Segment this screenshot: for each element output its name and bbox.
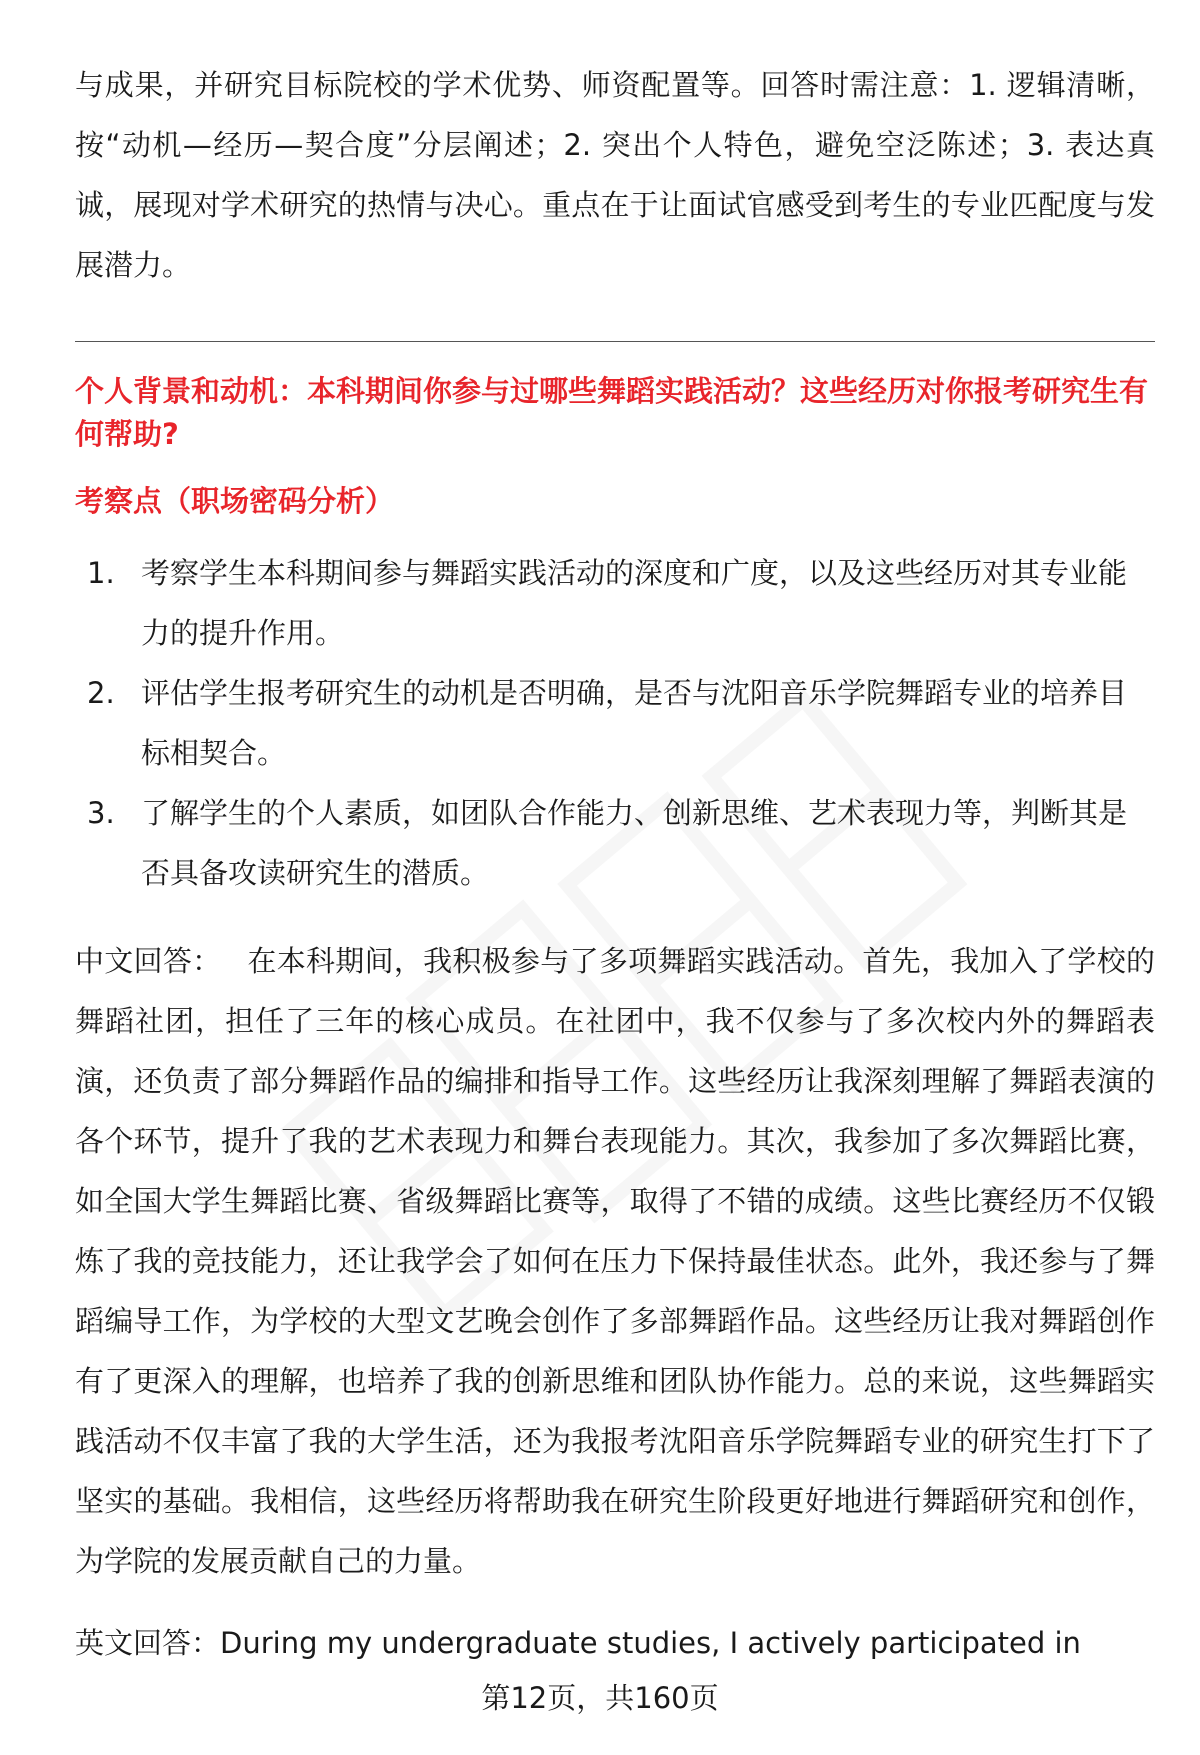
section-title: 考察点（职场密码分析） (75, 484, 395, 518)
assessment-points-list (75, 543, 1155, 903)
list-item (87, 543, 1155, 663)
chinese-answer (75, 931, 1155, 1591)
list-item (87, 663, 1155, 783)
english-answer-label: 英文回答： (75, 1626, 221, 1660)
chinese-answer-text: 在本科期间，我积极参与了多项舞蹈实践活动。首先，我加入了学校的舞蹈社团，担任了三年的核心成员。在社团中，我不仅参与了多次校内外的舞蹈表演，还负责了部分舞蹈作品的编排和指导工作。这些经历让我深刻理解了舞蹈表演的各个环节，提升了我的艺术表现力和舞台表现能力。其次，我参加了多次舞蹈比赛，如全国大学生舞蹈比赛、省级舞蹈比赛等，取得了不错的成绩。这些比赛经历不仅锻炼了我的竞技能力，还让我学会了如何在压力下保持最佳状态。此外，我还参与了舞蹈编导工作，为学校的大型文艺晚会创作了多部舞蹈作品。这些经历让我对舞蹈创作有了更深入的理解，也培养了我的创新思维和团队协作能力。总的来说，这些舞蹈实践活动不仅丰富了我的大学生活，还为我报考沈阳音乐学院舞蹈专业的研究生打下了坚实的基础。我相信，这些经历将帮助我在研究生阶段更好地进行舞蹈研究和创作，为学院的发展贡献自己的力量。 (75, 944, 1155, 1578)
list-item-text: 了解学生的个人素质，如团队合作能力、创新思维、艺术表现力等，判断其是否具备攻读研究生的潜质。 (141, 796, 1128, 890)
list-item-number: 3. (87, 796, 115, 830)
question-heading: 个人背景和动机：本科期间你参与过哪些舞蹈实践活动？这些经历对你报考研究生有何帮助? (75, 374, 1149, 451)
section-divider (75, 341, 1155, 342)
page-number-footer: 第12页，共160页 (481, 1681, 719, 1715)
document-page (75, 55, 1155, 1673)
list-item-text: 考察学生本科期间参与舞蹈实践活动的深度和广度，以及这些经历对其专业能力的提升作用。 (141, 556, 1128, 650)
list-item-text: 评估学生报考研究生的动机是否明确，是否与沈阳音乐学院舞蹈专业的培养目标相契合。 (141, 676, 1128, 770)
list-item (87, 783, 1155, 903)
english-answer-text: During my undergraduate studies, I actively participated in (220, 1626, 1081, 1660)
english-answer (75, 1613, 1155, 1673)
list-item-number: 1. (87, 556, 115, 590)
chinese-answer-label: 中文回答： (75, 944, 222, 978)
intro-paragraph: 与成果，并研究目标院校的学术优势、师资配置等。回答时需注意：1. 逻辑清晰，按“动机—经历—契合度”分层阐述；2. 突出个人特色，避免空泛陈述；3. 表达真诚，展现对学术研究的热情与决心。重点在于让面试官感受到考生的专业匹配度与发展潜力。 (75, 68, 1155, 282)
list-item-number: 2. (87, 676, 115, 710)
